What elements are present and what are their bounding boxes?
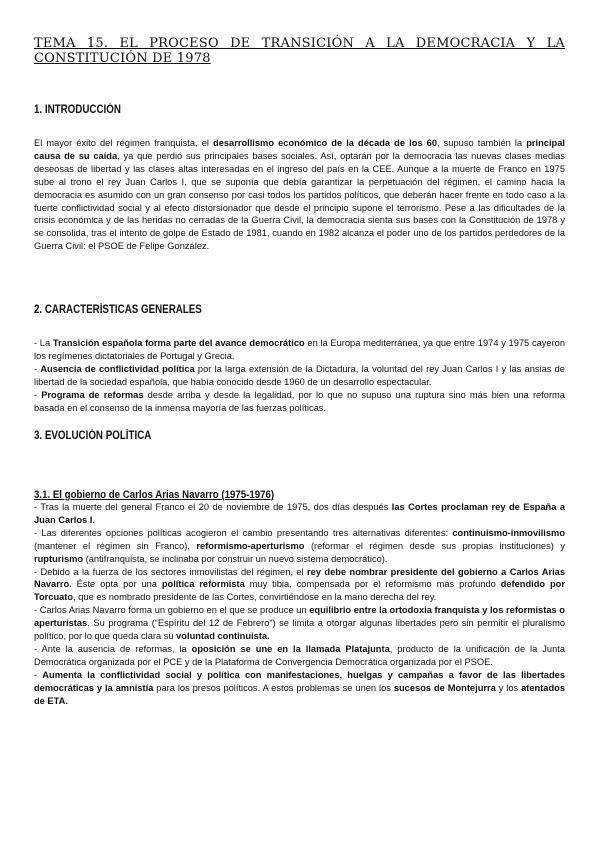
- section-heading-evolucion: 3. EVOLUCIÓN POLÍTICA: [34, 430, 152, 442]
- list-item: - Carlos Arias Navarro forma un gobierno en el que se produce un equilibrio entre la ortodoxia franquista y los reformistas o aperturistas. Su programa (“Espíritu del 12 de Febrero”) se limita a otorgar algunas libertades pero sin permitir el pluralismo político, por lo que queda clara su voluntad continuista.: [34, 605, 565, 642]
- evolucion-list: [34, 501, 565, 708]
- list-item: - Las diferentes opciones políticas acogieron el cambio presentando tres alternativas diferentes: continuismo-inmovilismo (mantener el régimen sin Franco), reformismo-aperturismo (reformar el régimen desde sus propias instituciones) y rupturismo (antifranquista, se inclinaba por construir un nuevo sistema democrático).: [34, 527, 566, 564]
- bold-text-run: principal causa de su caída: [34, 138, 565, 161]
- list-item: - Tras la muerte del general Franco el 20 de noviembre de 1975, dos días después las Cortes proclaman rey de España a Juan Carlos I.: [34, 502, 566, 525]
- list-item: - Ausencia de conflictividad política por la larga extensión de la Dictadura, la voluntad del rey Juan Carlos I y las ansias de libertad de la sociedad española, que había conocido desde 1960 de un desarrollo espectacular.: [34, 363, 565, 387]
- subsection-heading-arias-navarro: 3.1. El gobierno de Carlos Arias Navarro (1975-1976): [34, 489, 275, 501]
- list-item: - Programa de reformas desde arriba y desde la legalidad, por lo que no supuso una ruptura sino más bien una reforma basada en el consenso de la inmensa mayoría de las fuerzas políticas.: [34, 389, 565, 413]
- bold-text-run: desarrollismo económico de la década de los 60: [213, 138, 437, 148]
- list-item: - Aumenta la conflictividad social y política con manifestaciones, huelgas y campañas a favor de las libertades democráticas y la amnistía para los presos políticos. A estos problemas se unen los sucesos de Montejurra y los atentados de ETA.: [34, 669, 566, 706]
- document-page: [34, 36, 566, 706]
- section-heading-introduccion: 1. INTRODUCCIÓN: [34, 104, 121, 116]
- text-run: El mayor éxito del régimen franquista, el: [34, 138, 214, 148]
- caracteristicas-list: [34, 337, 565, 414]
- intro-paragraph: [34, 137, 565, 253]
- text-run: , ya que perdió sus principales bases sociales. Así, optarán por la democracia las nuevas clases medias deseosas de libertad y las clases altas interesadas en el ingreso del país en la CEE. Aunque a la muerte de Franco en 1975 sube al trono el rey Juan Carlos I, que se suponía que debía garantizar la perpetuación del régimen, el camino hacia la democracia es asumido con un gran consenso por casi todos los partidos políticos, que deberán hacer frente en todo caso a la fuerte conflictividad social y al efecto distorsionador que desde el principio supone el terrorismo. Pese a las dificultades de la crisis económica y de las heridas no cerradas de la Guerra Civil, la democracia sienta sus bases con la Constitución de 1978 y se consolida, tras el intento de golpe de Estado de 1981, cuando en 1982 alcanza el poder uno de los partidos perdedores de la Guerra Civil: el PSOE de Felipe González.: [34, 150, 565, 252]
- section-heading-caracteristicas: 2. CARACTERÍSTICAS GENERALES: [34, 304, 202, 316]
- list-item: - Ante la ausencia de reformas, la oposición se une en la llamada Platajunta, producto de la unificación de la Junta Democrática organizada por el PCE y de la Plataforma de Convergencia Democrática organizada por el PSOE.: [34, 643, 565, 667]
- list-item: - La Transición española forma parte del avance democrático en la Europa mediterránea, ya que entre 1974 y 1975 cayeron los regímenes dictatoriales de Portugal y Grecia.: [34, 338, 566, 361]
- text-run: , supuso también la: [437, 138, 527, 148]
- document-title: TEMA 15. EL PROCESO DE TRANSICIÓN A LA DEMOCRACIA Y LA CONSTITUCIÓN DE 1978: [34, 36, 565, 66]
- list-item: - Debido a la fuerza de los sectores inmovilistas del régimen, el rey debe nombrar presidente del gobierno a Carlos Arias Navarro. Éste opta por una política reformista muy tibia, compensada por el reformismo más profundo defendido por Torcuato, que es nombrado presidente de las Cortes, convirtiéndose en la mano derecha del rey.: [34, 566, 565, 603]
